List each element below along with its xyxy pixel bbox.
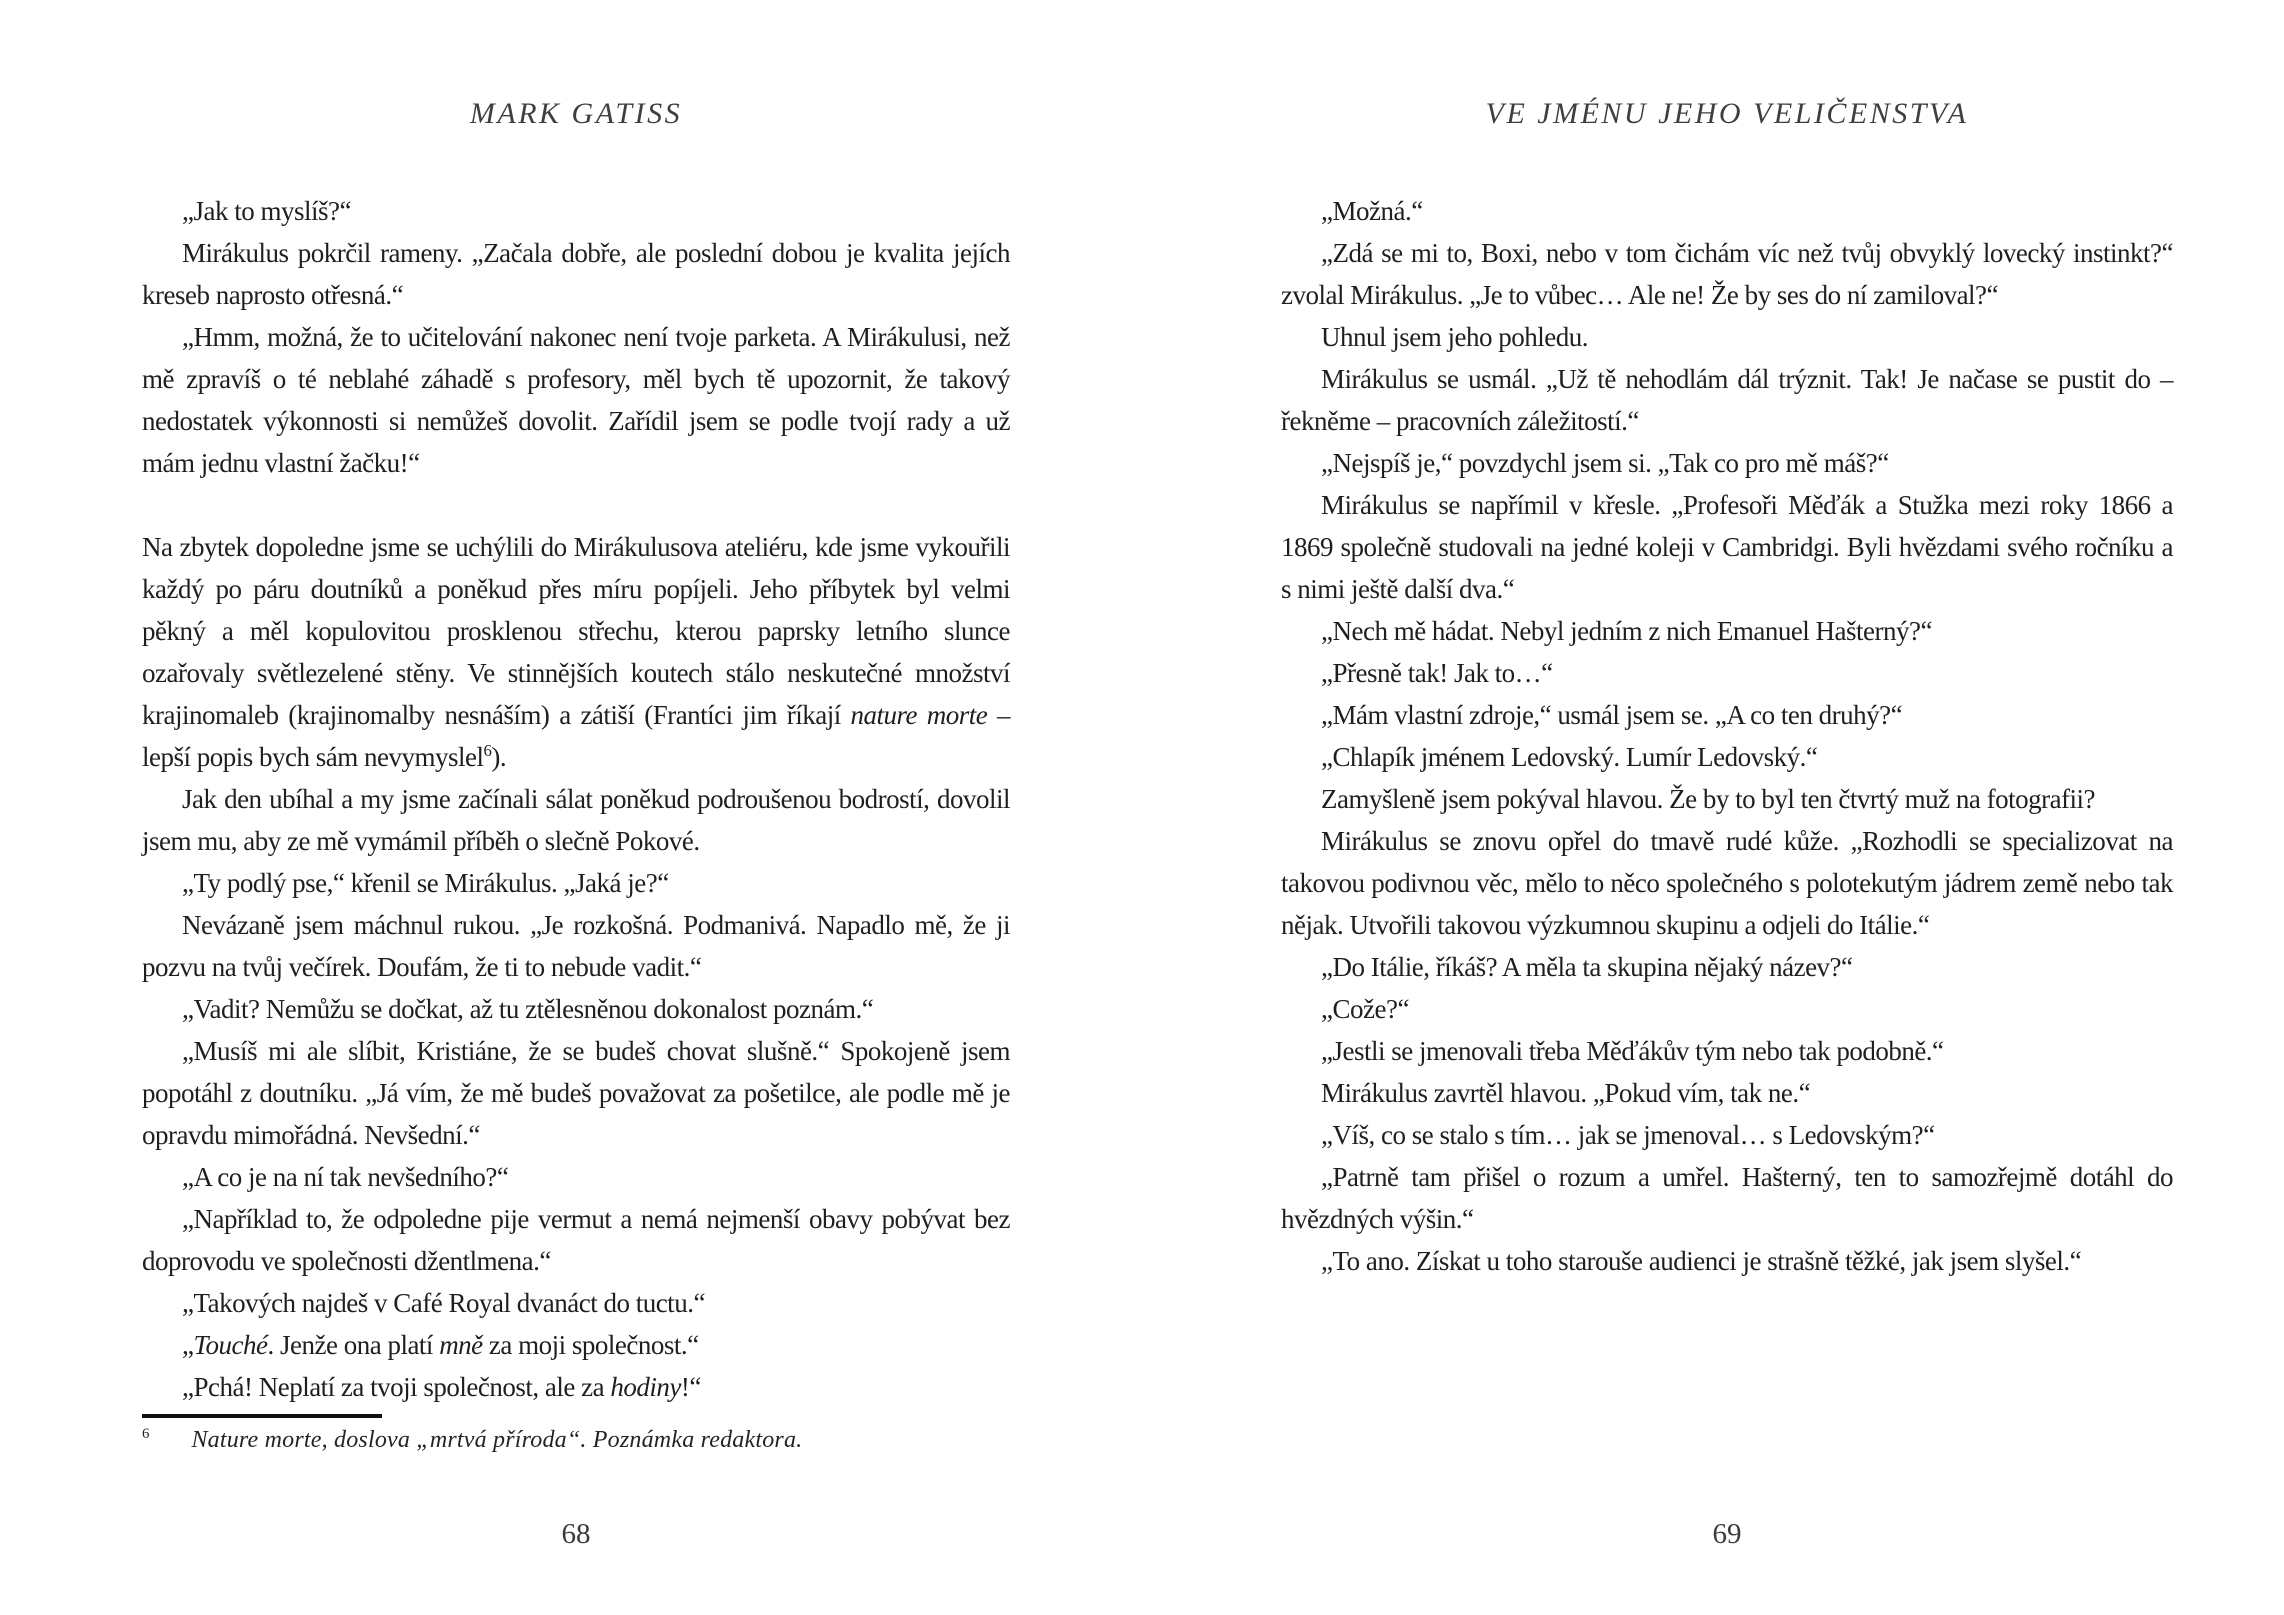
paragraph [1281, 946, 2173, 988]
footnote-marker: 6 [142, 1426, 150, 1442]
italic-text-run: mně [439, 1330, 483, 1360]
paragraph [1281, 358, 2173, 442]
paragraph [142, 1282, 1010, 1324]
paragraph [1281, 652, 2173, 694]
text-run: „Hmm, možná, že to učitelování nakonec není tvoje parketa. A Mirákulusi, než mě zpravíš o té neblahé záhadě s profesory, měl bych tě upozornit, že takový nedostatek výkonnosti si nemůžeš dovolit. Zařídil jsem se podle tvojí rady a už mám jednu vlastní žačku!“ [142, 322, 1010, 478]
paragraph [1281, 1240, 2173, 1282]
right-page [1142, 0, 2284, 1615]
paragraph [142, 316, 1010, 484]
text-run: Mirákulus pokrčil rameny. „Začala dobře, ale poslední dobou je kvalita jejích kreseb naprosto otřesná.“ [142, 238, 1010, 310]
text-run: „Jestli se jmenovali třeba Měďákův tým nebo tak podobně.“ [1321, 1036, 1944, 1066]
footnote [142, 1414, 1010, 1454]
italic-text-run: hodiny [610, 1372, 681, 1402]
text-run: „ [182, 1330, 194, 1360]
text-run: „Cože?“ [1321, 994, 1409, 1024]
paragraph [1281, 1114, 2173, 1156]
paragraph [1281, 778, 2173, 820]
text-run: „Takových najdeš v Café Royal dvanáct do tuctu.“ [182, 1288, 705, 1318]
paragraph [1281, 442, 2173, 484]
paragraph [142, 778, 1010, 862]
text-run: za moji společnost.“ [482, 1330, 699, 1360]
page-number-left: 68 [561, 1518, 591, 1550]
paragraph [142, 1030, 1010, 1156]
text-run: „Nech mě hádat. Nebyl jedním z nich Emanuel Hašterný?“ [1321, 616, 1932, 646]
italic-text-run: nature morte [850, 700, 988, 730]
paragraph [1281, 610, 2173, 652]
text-run: „Chlapík jménem Ledovský. Lumír Ledovský.“ [1321, 742, 1818, 772]
text-run: „Ty podlý pse,“ křenil se Mirákulus. „Jaká je?“ [182, 868, 669, 898]
text-run: „Víš, co se stalo s tím… jak se jmenoval… s Ledovským?“ [1321, 1120, 1935, 1150]
text-run: „Patrně tam přišel o rozum a umřel. Hašterný, ten to samozřejmě dotáhl do hvězdných výšin.“ [1281, 1162, 2173, 1234]
text-run: „Možná.“ [1321, 196, 1423, 226]
text-run: „Například to, že odpoledne pije vermut a nemá nejmenší obavy pobývat bez doprovodu ve společnosti džentlmena.“ [142, 1204, 1010, 1276]
footnote-text: Nature morte, doslova „mrtvá příroda“. Poznámka redaktora. [191, 1427, 803, 1453]
footnote-rule [142, 1414, 382, 1418]
paragraph [1281, 694, 2173, 736]
footnote-line [142, 1427, 1010, 1454]
paragraph [142, 1324, 1010, 1366]
running-head-author: MARK GATISS [469, 97, 683, 130]
paragraph [1281, 316, 2173, 358]
paragraph [1281, 1072, 2173, 1114]
text-run: „Přesně tak! Jak to…“ [1321, 658, 1553, 688]
paragraph [1281, 232, 2173, 316]
paragraph [142, 988, 1010, 1030]
text-run: . Jenže ona platí [267, 1330, 440, 1360]
text-run: ). [491, 742, 507, 772]
text-run: „To ano. Získat u toho starouše audienci je strašně těžké, jak jsem slyšel.“ [1321, 1246, 2082, 1276]
text-run: „Vadit? Nemůžu se dočkat, až tu ztělesněnou dokonalost poznám.“ [182, 994, 874, 1024]
text-run: Zamyšleně jsem pokýval hlavou. Že by to byl ten čtvrtý muž na fotografii? [1321, 784, 2096, 814]
page-number-right: 69 [1712, 1518, 1742, 1550]
text-run: Nevázaně jsem máchnul rukou. „Je rozkošná. Podmanivá. Napadlo mě, že ji pozvu na tvůj večírek. Doufám, že ti to nebude vadit.“ [142, 910, 1010, 982]
right-page-body [1281, 190, 2173, 1282]
paragraph [142, 1156, 1010, 1198]
text-run: „Pchá! Neplatí za tvoji společnost, ale za [182, 1372, 611, 1402]
paragraph [1281, 820, 2173, 946]
text-run: Mirákulus se znovu opřel do tmavě rudé kůže. „Rozhodli se specializovat na takovou podivnou věc, mělo to něco společného s polotekutým jádrem země nebo tak nějak. Utvořili takovou výzkumnou skupinu a odjeli do Itálie.“ [1281, 826, 2173, 940]
paragraph [142, 862, 1010, 904]
paragraph [142, 232, 1010, 316]
text-run: „Nejspíš je,“ povzdychl jsem si. „Tak co pro mě máš?“ [1321, 448, 1889, 478]
running-head-title: VE JMÉNU JEHO VELIČENSTVA [1485, 97, 1969, 130]
text-run: Mirákulus se usmál. „Už tě nehodlám dál trýznit. Tak! Je načase se pustit do – řekněme – pracovních záležitostí.“ [1281, 364, 2173, 436]
text-run: „Do Itálie, říkáš? A měla ta skupina nějaký název?“ [1321, 952, 1853, 982]
italic-text-run: Touché [193, 1330, 268, 1360]
footnote-reference: 6 [483, 741, 492, 760]
text-run: Mirákulus se napřímil v křesle. „Profesoři Měďák a Stužka mezi roky 1866 a 1869 společně studovali na jedné koleji v Cambridgi. Byli hvězdami svého ročníku a s nimi ještě další dva.“ [1281, 490, 2173, 604]
paragraph [1281, 988, 2173, 1030]
text-run: Jak den ubíhal a my jsme začínali sálat poněkud podroušenou bodrostí, dovolil jsem mu, aby ze mě vymámil příběh o slečně Pokové. [142, 784, 1010, 856]
paragraph [142, 904, 1010, 988]
paragraph [1281, 736, 2173, 778]
paragraph [142, 526, 1010, 778]
text-run: Na zbytek dopoledne jsme se uchýlili do Mirákulusova ateliéru, kde jsme vykouřili každý po páru doutníků a poněkud přes míru popíjeli. Jeho příbytek byl velmi pěkný a měl kopulovitou prosklenou střechu, kterou paprsky letního slunce ozařovaly světlezelené stěny. Ve stinnějších koutech stálo neskutečné množství krajinomaleb (krajinomalby nesnáším) a zátiší (Frantíci jim říkají [142, 532, 1010, 730]
paragraph [1281, 190, 2173, 232]
paragraph [1281, 1030, 2173, 1072]
text-run: !“ [680, 1372, 701, 1402]
text-run: – lepší popis bych sám nevymyslel [142, 700, 1011, 772]
text-run: Mirákulus zavrtěl hlavou. „Pokud vím, tak ne.“ [1321, 1078, 1811, 1108]
left-page-body [142, 190, 1010, 1408]
text-run: „Mám vlastní zdroje,“ usmál jsem se. „A co ten druhý?“ [1321, 700, 1903, 730]
text-run: Uhnul jsem jeho pohledu. [1321, 322, 1588, 352]
text-run: „A co je na ní tak nevšedního?“ [182, 1162, 509, 1192]
text-run: „Zdá se mi to, Boxi, nebo v tom čichám víc než tvůj obvyklý lovecký instinkt?“ zvolal Mirákulus. „Je to vůbec… Ale ne! Že by ses do ní zamiloval?“ [1281, 238, 2173, 310]
text-run: „Musíš mi ale slíbit, Kristiáne, že se budeš chovat slušně.“ Spokojeně jsem popotáhl z doutníku. „Já vím, že mě budeš považovat za pošetilce, ale podle mě je opravdu mimořádná. Nevšední.“ [142, 1036, 1010, 1150]
paragraph [142, 1198, 1010, 1282]
paragraph [1281, 1156, 2173, 1240]
paragraph [1281, 484, 2173, 610]
paragraph [142, 1366, 1010, 1408]
text-run: „Jak to myslíš?“ [182, 196, 351, 226]
paragraph [142, 190, 1010, 232]
